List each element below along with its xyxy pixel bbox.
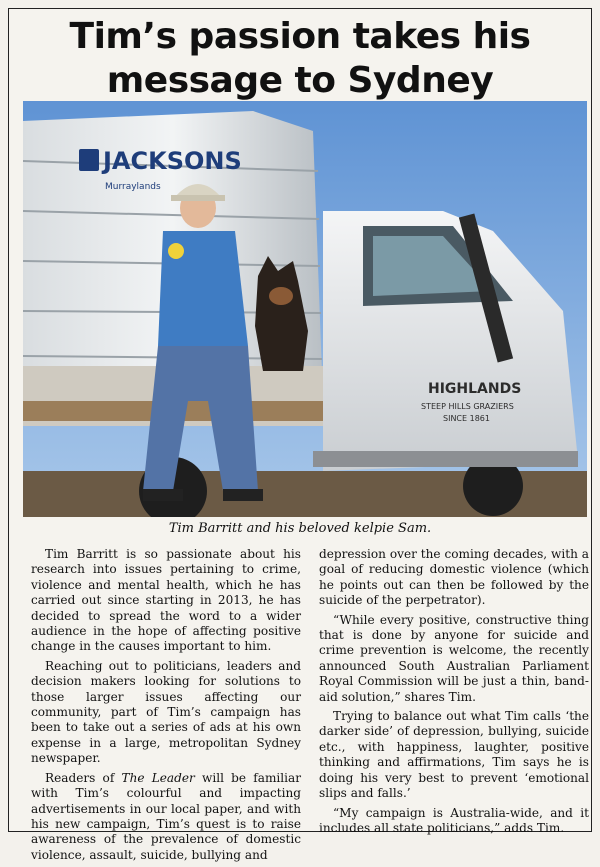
tank-subbrand: Murraylands xyxy=(105,182,161,192)
text-run: Readers of xyxy=(45,770,122,785)
tank-brand: JACKSONS xyxy=(103,147,242,175)
headline-line-2: message to Sydney xyxy=(106,60,494,101)
headline xyxy=(9,15,591,103)
paragraph xyxy=(31,771,301,863)
paragraph: depression over the coming decades, with a goal of reducing domestic violence (which he points out can then be followed by the suicide of the perpetrator). xyxy=(319,547,589,608)
paragraph: Tim Barritt is so passionate about his research into issues pertaining to crime, violence and mental health, which he has carried out since starting in 2013, he has decided to spread the word to a wider audience in the hope of affecting positive change in the causes important to him. xyxy=(31,547,301,654)
article-photo xyxy=(23,101,587,517)
article-column-right xyxy=(319,547,589,840)
door-line-1: HIGHLANDS xyxy=(428,381,522,397)
brand-logo-icon xyxy=(79,149,99,171)
photo-caption: Tim Barritt and his beloved kelpie Sam. xyxy=(168,521,432,536)
paragraph: Trying to balance out what Tim calls ‘the darker side’ of depression, bullying, suicide etc., with happiness, laughter, positive thinking and affirmations, Tim says he is doing his very best to prevent ‘emotional slips and falls.’ xyxy=(319,709,589,801)
article-frame xyxy=(8,8,592,862)
paragraph: Reaching out to politicians, leaders and decision makers looking for solutions to those larger issues affecting our community, part of Tim’s campaign has been to take out a series of ads at his own expense in a large, metropolitan Sydney newspaper. xyxy=(31,658,301,766)
paragraph: “My campaign is Australia-wide, and it includes all state politicians,” adds Tim. xyxy=(319,805,589,835)
text-run: will be familiar with Tim’s colourful and impacting advertisements in our local paper, and with his new campaign, Tim’s quest is to raise awareness of the prevalence of domestic violence, assault, suicide, bullying and xyxy=(31,770,302,862)
paragraph: “While every positive, constructive thing that is done by anyone for suicide and crime prevention is welcome, the recently announced South Australian Parliament Royal Commission will be just a thin, band-aid solution,” shares Tim. xyxy=(319,612,589,704)
photo-illustration xyxy=(23,101,587,517)
door-line-2: STEEP HILLS GRAZIERS xyxy=(421,402,514,411)
article-column-left xyxy=(31,547,301,867)
ball-icon xyxy=(168,243,184,259)
door-line-3: SINCE 1861 xyxy=(443,414,490,423)
publication-name: The Leader xyxy=(121,770,195,785)
headline-line-1: Tim’s passion takes his xyxy=(69,16,531,57)
